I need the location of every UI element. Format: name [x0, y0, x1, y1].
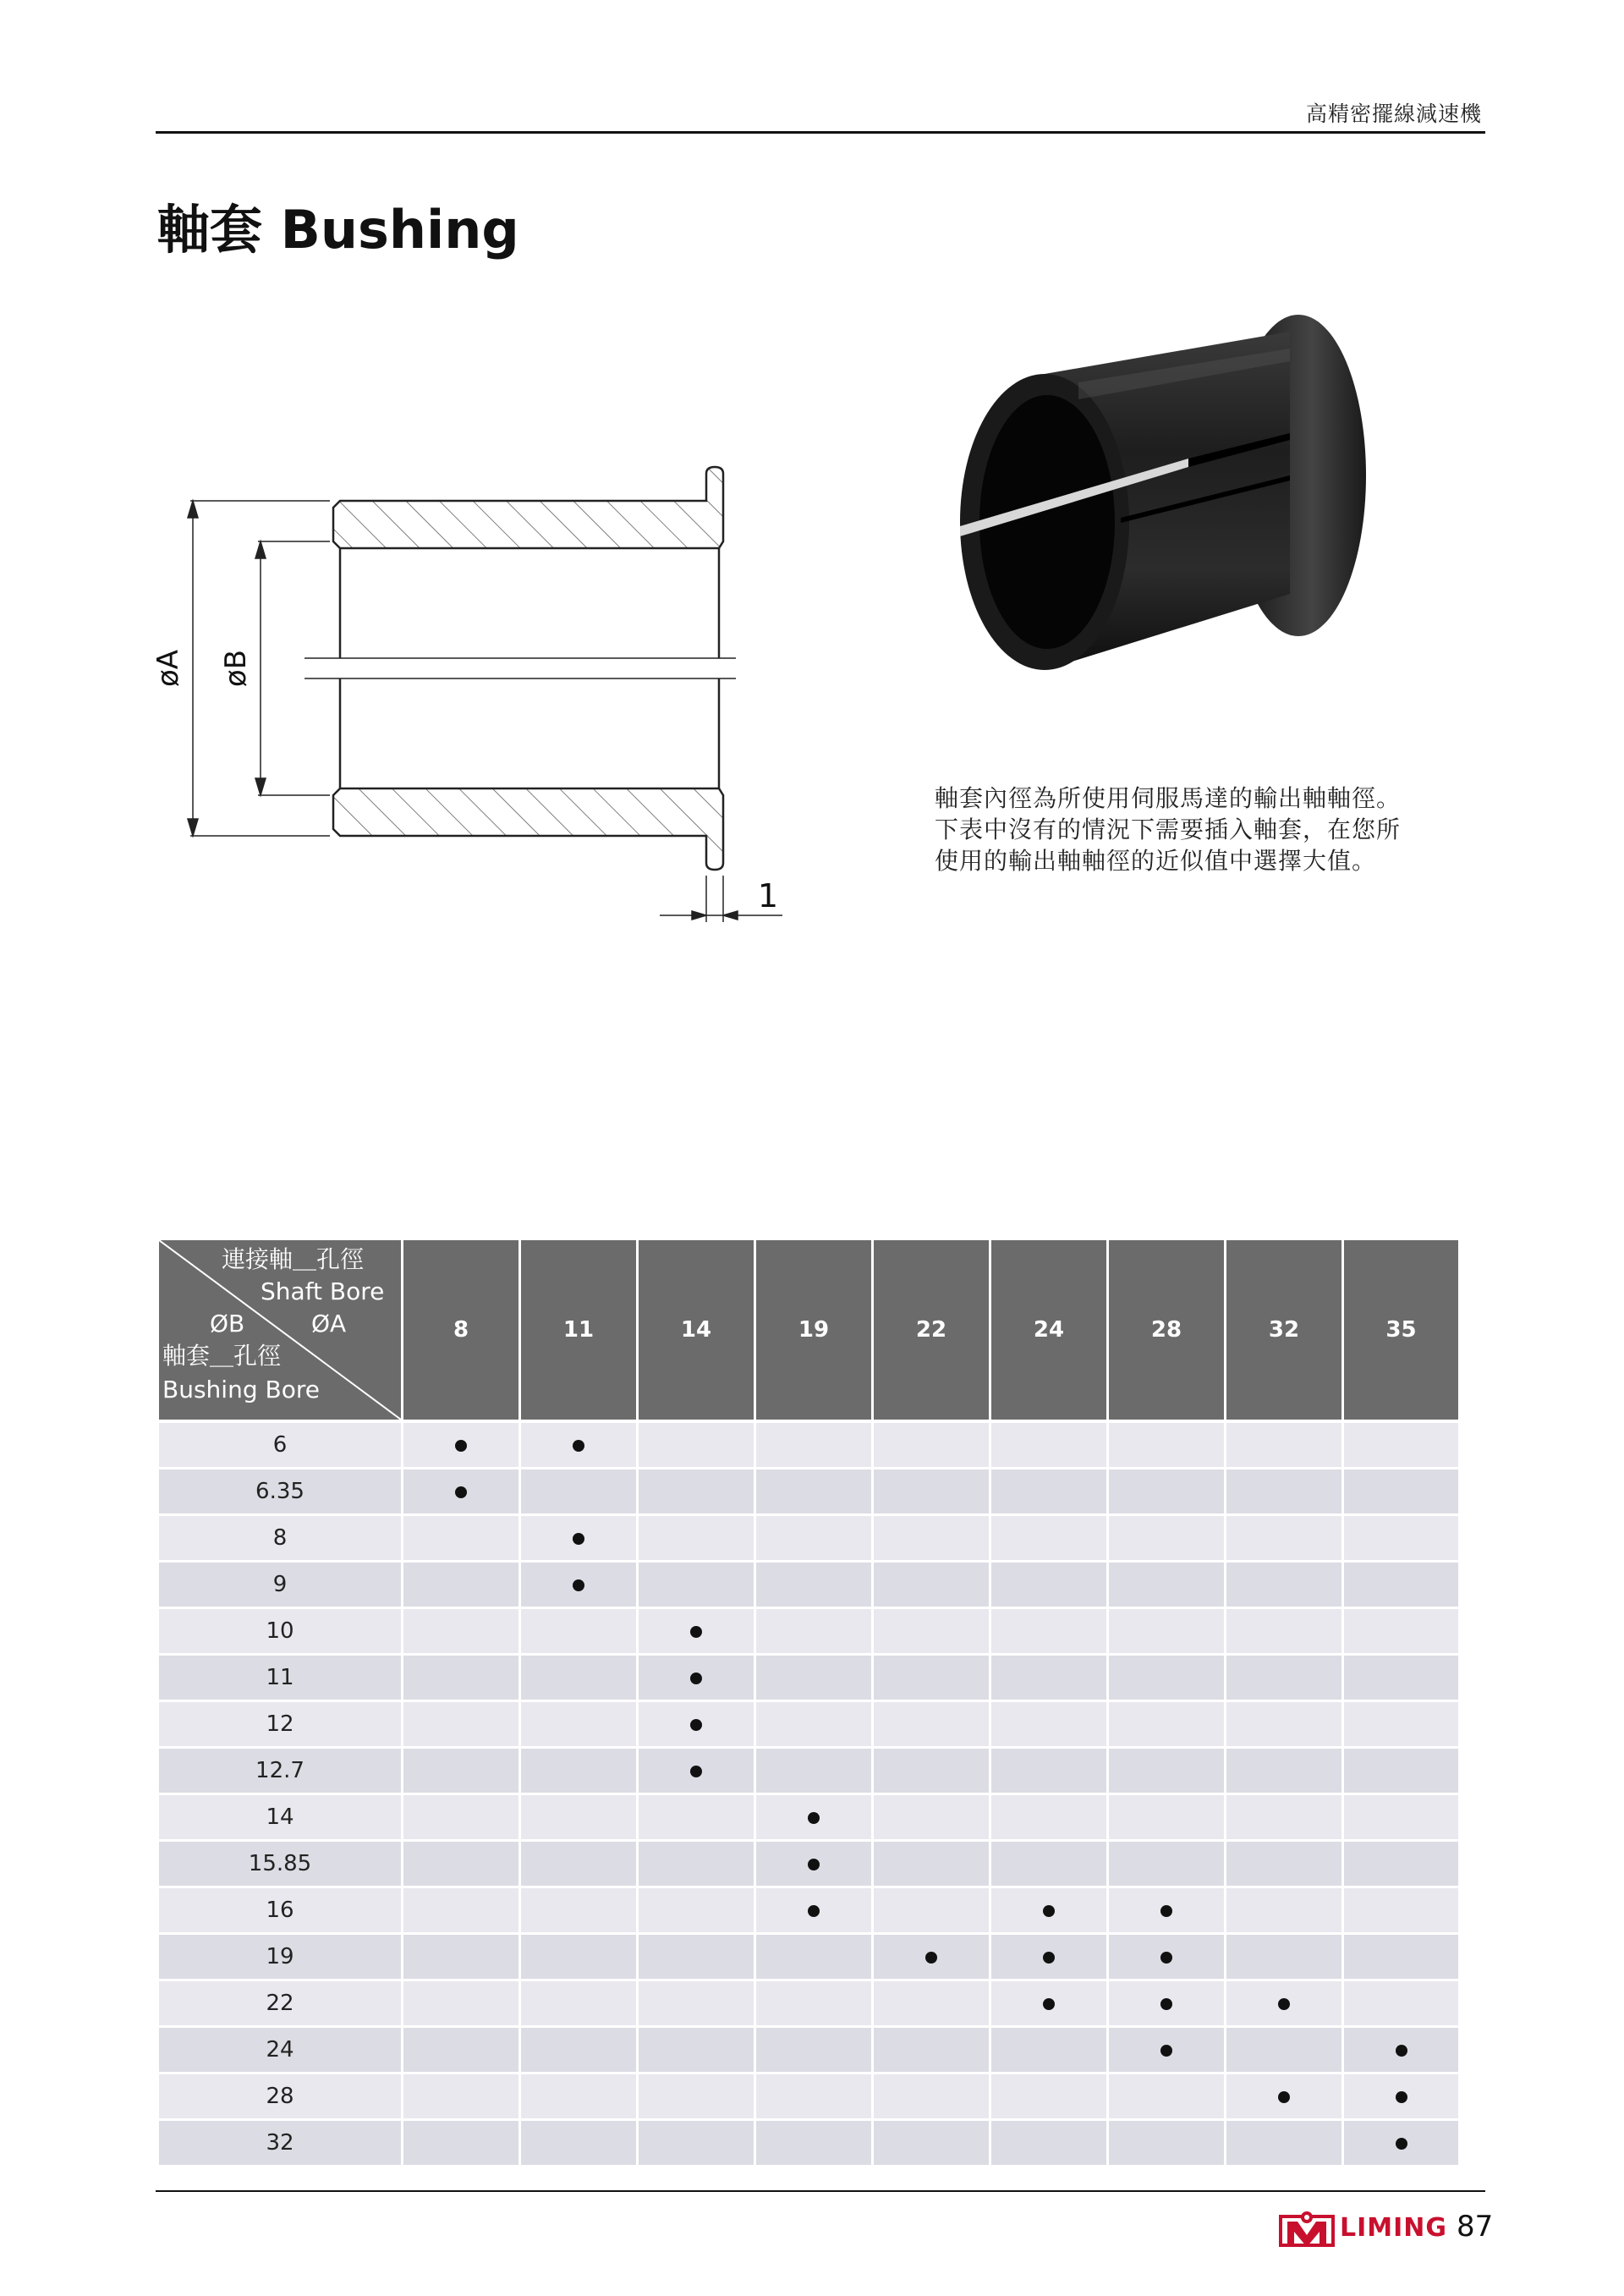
row-label: 19 [159, 1932, 401, 1979]
table-row [159, 1467, 1458, 1513]
compatibility-dot-icon [573, 1440, 584, 1452]
table-cell [754, 1653, 871, 1700]
table-cell [518, 1420, 636, 1467]
row-label: 15.85 [159, 1839, 401, 1886]
table-cell [1341, 2118, 1458, 2165]
corner-bottom-zh: 軸套＿孔徑 [162, 1342, 282, 1370]
table-cell [518, 1793, 636, 1839]
description-line: 下表中沒有的情況下需要插入軸套，在您所 [935, 816, 1402, 843]
table-cell [636, 1746, 754, 1793]
table-corner-header [159, 1240, 401, 1420]
dim-label-flange: 1 [757, 877, 779, 915]
table-cell [1341, 2072, 1458, 2118]
table-cell [754, 1746, 871, 1793]
compatibility-dot-icon [1396, 2138, 1407, 2150]
table-cell [518, 1513, 636, 1560]
brand-name: LIMING [1340, 2213, 1448, 2243]
table-cell [1224, 1513, 1341, 1560]
column-header: 28 [1106, 1240, 1224, 1420]
table-cell [636, 1886, 754, 1932]
header-rule [156, 131, 1485, 134]
table-cell [1224, 1607, 1341, 1653]
row-label: 32 [159, 2118, 401, 2165]
table-cell [1106, 1560, 1224, 1607]
table-cell [1224, 1979, 1341, 2025]
table-cell [518, 1932, 636, 1979]
table-cell [754, 1420, 871, 1467]
column-header: 11 [518, 1240, 636, 1420]
page-number: 87 [1457, 2210, 1494, 2244]
table-cell [518, 2118, 636, 2165]
table-cell [636, 1700, 754, 1746]
table-cell [1224, 2072, 1341, 2118]
dim-label-b: øB [219, 649, 253, 688]
page-title: 軸套 Bushing [157, 199, 519, 261]
description-line: 使用的輸出軸軸徑的近似值中選擇大值。 [935, 847, 1377, 875]
bushing-photo [935, 315, 1476, 687]
table-cell [1341, 1700, 1458, 1746]
footer-rule [156, 2190, 1485, 2192]
table-cell [754, 1886, 871, 1932]
table-cell [989, 1793, 1106, 1839]
table-cell [871, 2118, 989, 2165]
table-cell [1106, 1886, 1224, 1932]
corner-top-en: Shaft Bore [261, 1277, 385, 1305]
compatibility-dot-icon [925, 1952, 937, 1964]
table-cell [1341, 1932, 1458, 1979]
table-cell [1106, 1653, 1224, 1700]
row-label: 12 [159, 1700, 401, 1746]
table-cell [871, 1560, 989, 1607]
compatibility-dot-icon [1396, 2091, 1407, 2103]
table-cell [401, 1932, 518, 1979]
table-cell [754, 1932, 871, 1979]
table-cell [636, 2118, 754, 2165]
compatibility-dot-icon [455, 1440, 467, 1452]
dim-label-a: øA [151, 649, 185, 688]
compatibility-dot-icon [455, 1486, 467, 1498]
table-cell [401, 1793, 518, 1839]
table-cell [636, 1513, 754, 1560]
table-cell [754, 1979, 871, 2025]
table-cell [1224, 2025, 1341, 2072]
compatibility-dot-icon [808, 1905, 820, 1917]
table-cell [754, 2072, 871, 2118]
bushing-section-drawing [127, 457, 804, 948]
table-cell [401, 1560, 518, 1607]
table-cell [989, 1839, 1106, 1886]
column-header: 35 [1341, 1240, 1458, 1420]
table-cell [636, 2072, 754, 2118]
compatibility-dot-icon [808, 1859, 820, 1870]
row-label: 14 [159, 1793, 401, 1839]
compatibility-dot-icon [1160, 1952, 1172, 1964]
table-cell [989, 1513, 1106, 1560]
table-cell [1106, 1793, 1224, 1839]
table-cell [989, 2072, 1106, 2118]
table-cell [754, 1560, 871, 1607]
table-cell [1341, 2025, 1458, 2072]
table-cell [871, 2025, 989, 2072]
row-label: 6.35 [159, 1467, 401, 1513]
table-row [159, 1700, 1458, 1746]
table-cell [636, 1793, 754, 1839]
table-cell [1106, 1746, 1224, 1793]
table-cell [1224, 1932, 1341, 1979]
table-row [159, 1979, 1458, 2025]
table-cell [989, 1932, 1106, 1979]
running-header: 高精密擺線減速機 [1305, 102, 1482, 126]
table-row [159, 1420, 1458, 1467]
compatibility-dot-icon [1043, 1998, 1055, 2010]
row-label: 6 [159, 1420, 401, 1467]
corner-bottom-en: Bushing Bore [162, 1376, 320, 1403]
row-label: 12.7 [159, 1746, 401, 1793]
table-cell [1106, 2118, 1224, 2165]
table-cell [989, 1420, 1106, 1467]
table-cell [518, 1560, 636, 1607]
table-cell [754, 2025, 871, 2072]
table-row [159, 1839, 1458, 1886]
table-cell [1224, 1746, 1341, 1793]
description [935, 783, 1484, 876]
table-body [159, 1420, 1458, 2165]
compatibility-dot-icon [1160, 1998, 1172, 2010]
compatibility-dot-icon [690, 1766, 702, 1777]
table-cell [871, 1607, 989, 1653]
table-cell [636, 1839, 754, 1886]
table-cell [401, 1513, 518, 1560]
table-cell [1224, 1700, 1341, 1746]
column-header: 32 [1224, 1240, 1341, 1420]
row-label: 24 [159, 2025, 401, 2072]
table-row [159, 1932, 1458, 1979]
table-cell [401, 2072, 518, 2118]
row-label: 22 [159, 1979, 401, 2025]
table-row [159, 2025, 1458, 2072]
table-cell [1106, 2072, 1224, 2118]
table-cell [518, 1839, 636, 1886]
table-row [159, 1607, 1458, 1653]
compatibility-dot-icon [690, 1673, 702, 1684]
table-cell [636, 1979, 754, 2025]
table-cell [989, 1746, 1106, 1793]
table-cell [518, 1886, 636, 1932]
column-header: 24 [989, 1240, 1106, 1420]
column-header: 14 [636, 1240, 754, 1420]
table-cell [754, 1467, 871, 1513]
table-cell [1341, 1607, 1458, 1653]
row-label: 10 [159, 1607, 401, 1653]
table-cell [636, 1932, 754, 1979]
table-cell [871, 1513, 989, 1560]
table-cell [1341, 1746, 1458, 1793]
table-cell [1224, 1560, 1341, 1607]
table-row [159, 2072, 1458, 2118]
table-row [159, 1793, 1458, 1839]
table-cell [871, 1700, 989, 1746]
table-cell [636, 2025, 754, 2072]
table-cell [1106, 1607, 1224, 1653]
table-cell [401, 1607, 518, 1653]
row-label: 16 [159, 1886, 401, 1932]
compatibility-dot-icon [573, 1579, 584, 1591]
table-cell [871, 1653, 989, 1700]
table-cell [401, 1839, 518, 1886]
table-cell [636, 1420, 754, 1467]
table-cell [754, 1700, 871, 1746]
table-cell [401, 1467, 518, 1513]
table-cell [1341, 1839, 1458, 1886]
table-cell [871, 1420, 989, 1467]
compatibility-dot-icon [1278, 1998, 1290, 2010]
table-cell [401, 1653, 518, 1700]
table-cell [518, 2025, 636, 2072]
corner-left-sym: ØB [210, 1310, 245, 1338]
corner-top-zh: 連接軸＿孔徑 [222, 1245, 365, 1273]
compatibility-dot-icon [690, 1719, 702, 1731]
table-cell [1106, 1839, 1224, 1886]
table-cell [1106, 1932, 1224, 1979]
table-cell [1106, 1467, 1224, 1513]
table-header-row [159, 1240, 1458, 1420]
table-cell [1224, 1653, 1341, 1700]
corner-right-sym: ØA [311, 1310, 347, 1338]
table-cell [518, 1607, 636, 1653]
compatibility-dot-icon [1160, 2045, 1172, 2057]
table-cell [518, 1979, 636, 2025]
table-cell [1106, 1700, 1224, 1746]
table-cell [871, 1467, 989, 1513]
table-cell [636, 1560, 754, 1607]
table-cell [989, 1607, 1106, 1653]
table-cell [871, 1839, 989, 1886]
table-cell [871, 1793, 989, 1839]
table-cell [636, 1607, 754, 1653]
table-cell [989, 1886, 1106, 1932]
row-label: 8 [159, 1513, 401, 1560]
row-label: 9 [159, 1560, 401, 1607]
row-label: 28 [159, 2072, 401, 2118]
table-cell [518, 2072, 636, 2118]
compatibility-dot-icon [573, 1533, 584, 1545]
table-cell [518, 1746, 636, 1793]
table-cell [1341, 1653, 1458, 1700]
table-cell [401, 2118, 518, 2165]
table-cell [989, 2025, 1106, 2072]
table-cell [754, 2118, 871, 2165]
table-row [159, 1653, 1458, 1700]
table-cell [1341, 1560, 1458, 1607]
table-cell [989, 1700, 1106, 1746]
column-header: 19 [754, 1240, 871, 1420]
table-cell [989, 2118, 1106, 2165]
table-cell [1224, 1467, 1341, 1513]
row-label: 11 [159, 1653, 401, 1700]
table-cell [754, 1793, 871, 1839]
column-header: 8 [401, 1240, 518, 1420]
table-cell [1106, 2025, 1224, 2072]
table-cell [989, 1653, 1106, 1700]
compatibility-dot-icon [808, 1812, 820, 1824]
table-cell [636, 1653, 754, 1700]
table-cell [1341, 1979, 1458, 2025]
table-cell [1106, 1420, 1224, 1467]
table-cell [871, 2072, 989, 2118]
table-cell [989, 1467, 1106, 1513]
table-cell [518, 1653, 636, 1700]
table-cell [1224, 1839, 1341, 1886]
table-cell [754, 1607, 871, 1653]
table-row [159, 2118, 1458, 2165]
table-cell [1341, 1467, 1458, 1513]
table-row [159, 1560, 1458, 1607]
table-cell [754, 1839, 871, 1886]
table-cell [1224, 1420, 1341, 1467]
description-line: 軸套內徑為所使用伺服馬達的輸出軸軸徑。 [935, 784, 1402, 812]
table-cell [989, 1979, 1106, 2025]
compatibility-dot-icon [1043, 1905, 1055, 1917]
bushing-compatibility-table [159, 1240, 1458, 2165]
table-row [159, 1746, 1458, 1793]
compatibility-dot-icon [690, 1626, 702, 1638]
compatibility-dot-icon [1160, 1905, 1172, 1917]
table-cell [871, 1979, 989, 2025]
table-cell [1341, 1886, 1458, 1932]
table-cell [401, 1746, 518, 1793]
table-cell [871, 1886, 989, 1932]
liming-logo-icon [1279, 2210, 1335, 2249]
table-cell [754, 1513, 871, 1560]
table-cell [871, 1746, 989, 1793]
table-cell [401, 2025, 518, 2072]
table-cell [1106, 1513, 1224, 1560]
table-cell [636, 1467, 754, 1513]
table-cell [1341, 1793, 1458, 1839]
table-cell [1341, 1513, 1458, 1560]
table-cell [1106, 1979, 1224, 2025]
table-cell [401, 1700, 518, 1746]
table-cell [518, 1467, 636, 1513]
table-cell [871, 1932, 989, 1979]
table-cell [1224, 2118, 1341, 2165]
compatibility-dot-icon [1396, 2045, 1407, 2057]
table-cell [1224, 1886, 1341, 1932]
table-cell [518, 1700, 636, 1746]
column-header: 22 [871, 1240, 989, 1420]
table-cell [1341, 1420, 1458, 1467]
compatibility-dot-icon [1043, 1952, 1055, 1964]
table-cell [401, 1420, 518, 1467]
table-row [159, 1886, 1458, 1932]
table-cell [989, 1560, 1106, 1607]
compatibility-dot-icon [1278, 2091, 1290, 2103]
table-row [159, 1513, 1458, 1560]
table-cell [401, 1886, 518, 1932]
table-cell [401, 1979, 518, 2025]
table-cell [1224, 1793, 1341, 1839]
